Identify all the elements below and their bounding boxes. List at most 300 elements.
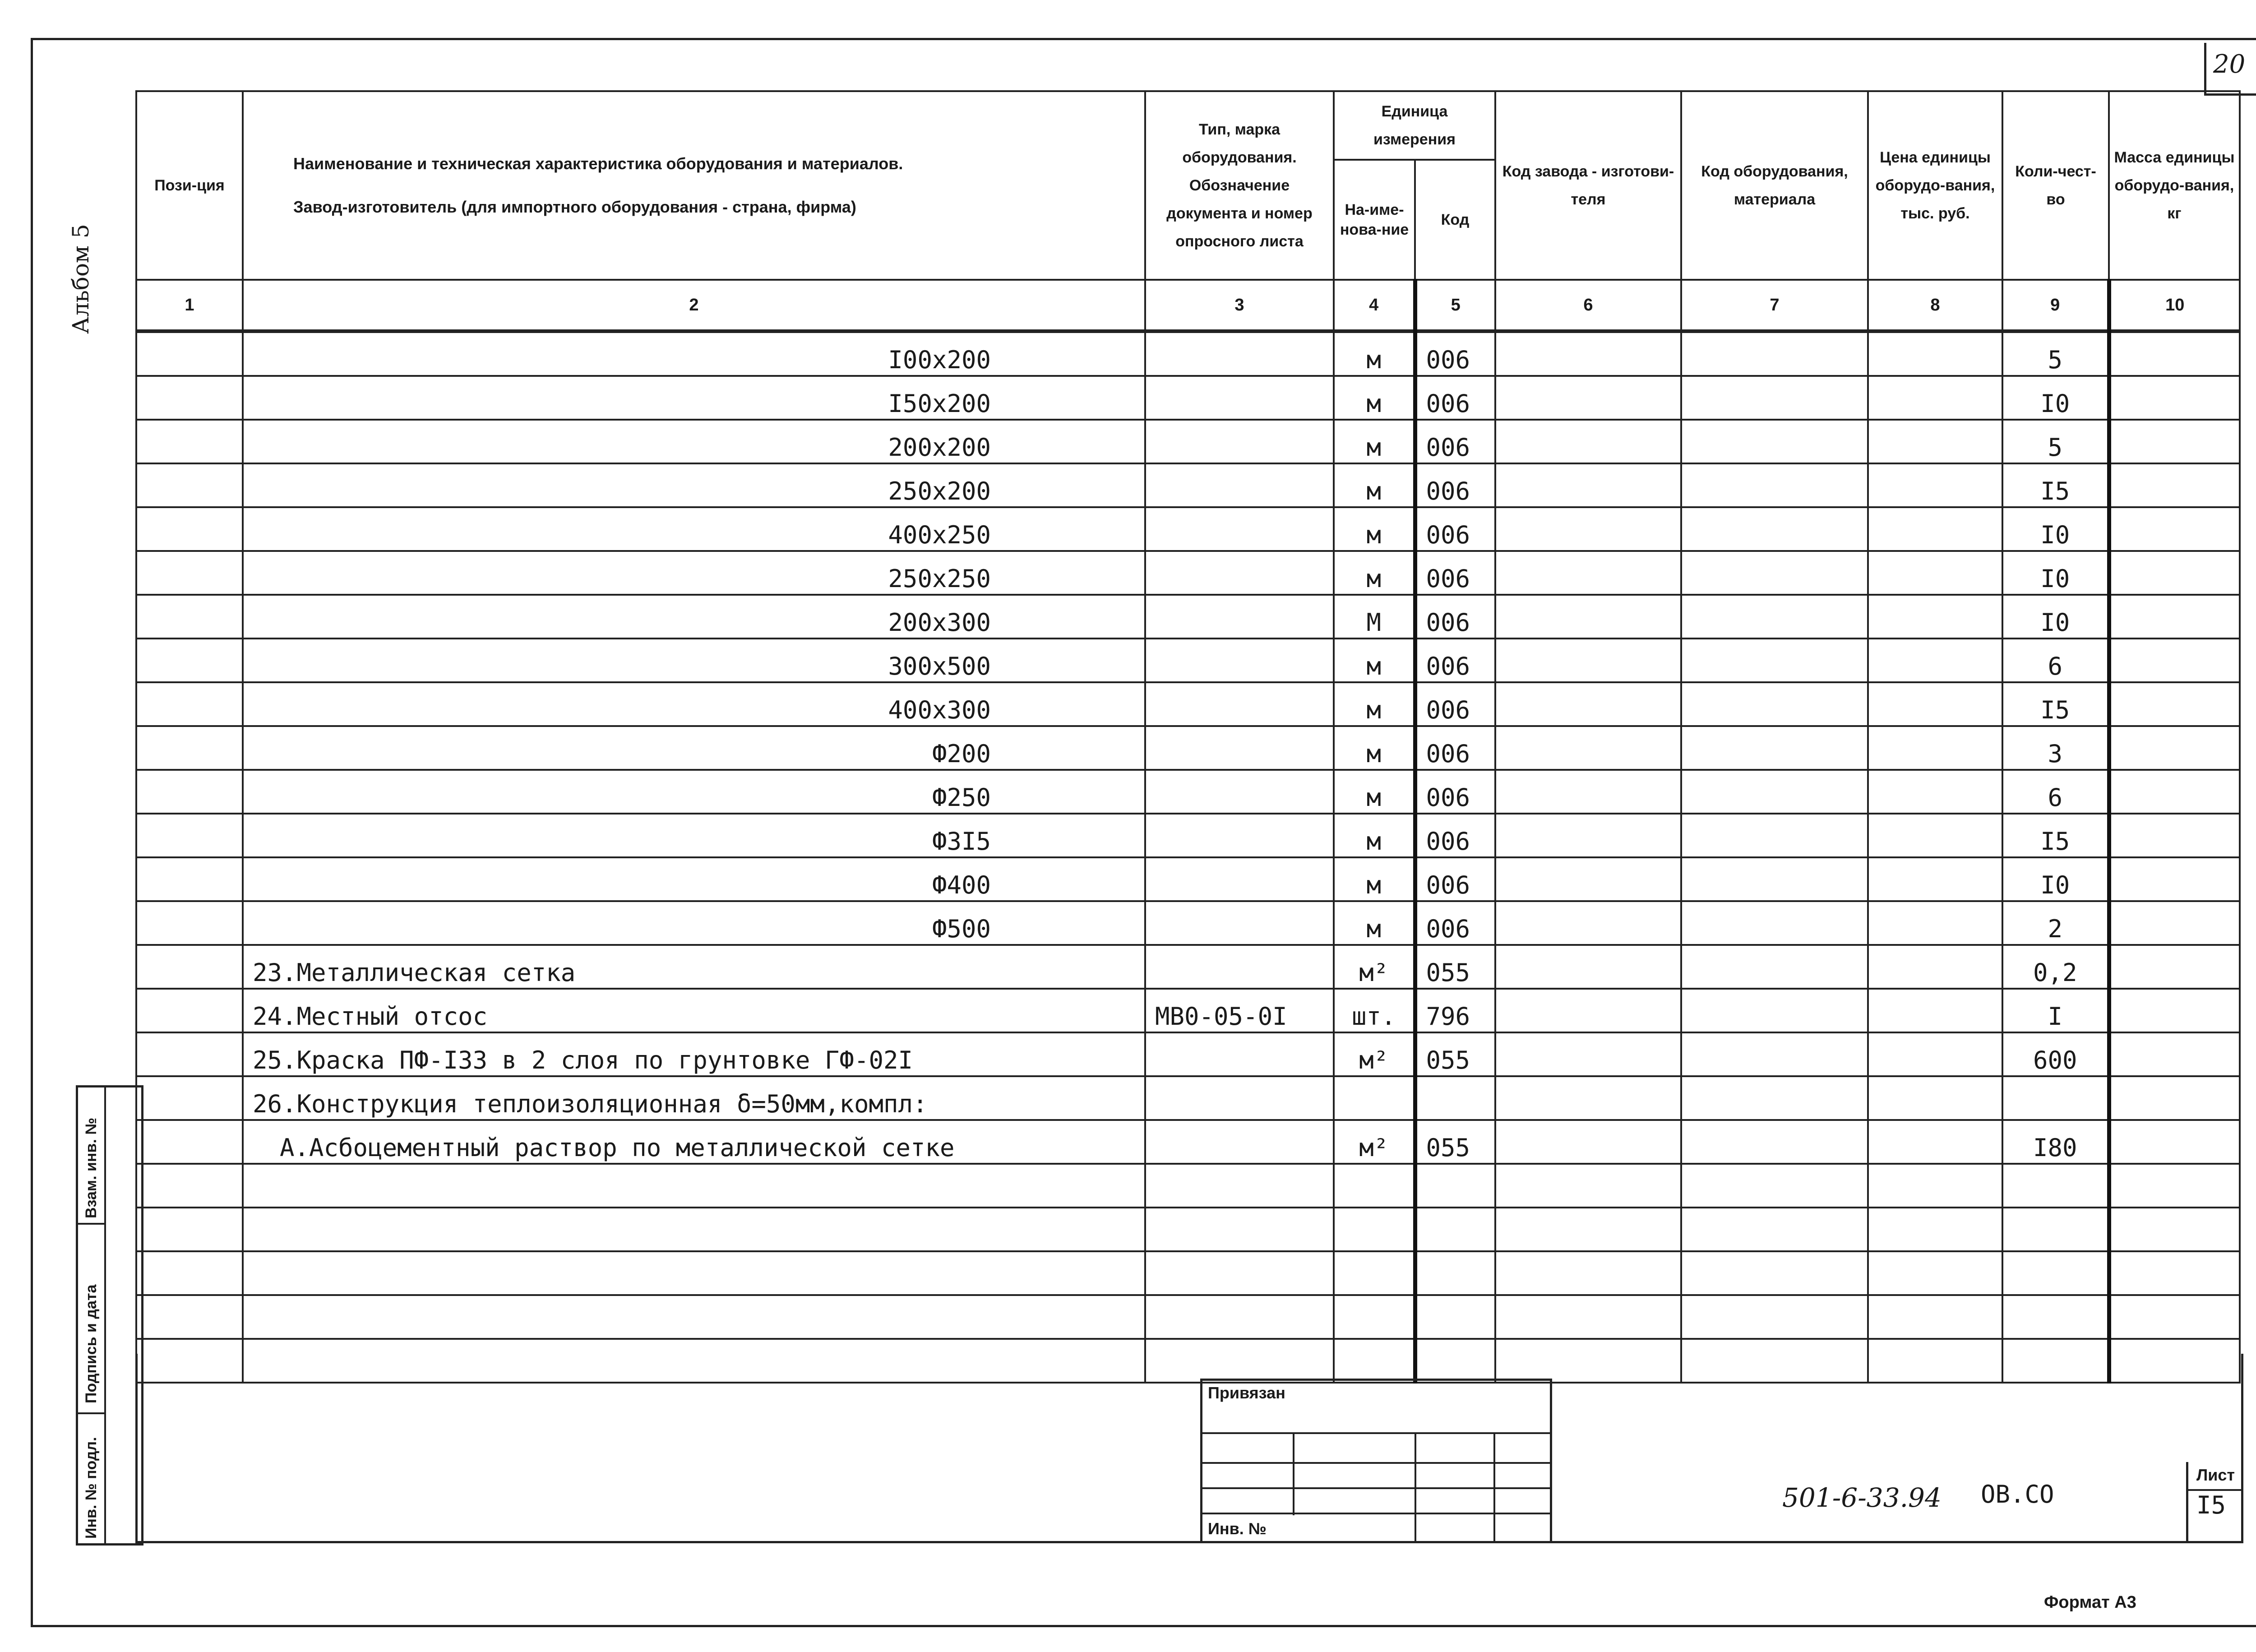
cell-equipment-code: [1681, 551, 1868, 595]
binding-stamp: [1200, 1379, 1552, 1543]
album-label: Альбом 5: [68, 224, 94, 334]
table-row: [136, 1208, 2240, 1251]
cell-quantity: 3: [2002, 726, 2109, 770]
sheet-number: 20: [2213, 50, 2246, 79]
cell-factory-code: [1495, 1032, 1681, 1076]
stamp-line: [1202, 1462, 1550, 1464]
cell-code: 796: [1415, 989, 1495, 1032]
cell-code: 006: [1415, 595, 1495, 639]
header-type: Тип, марка оборудования. Обозначение документа и номер опросного листа: [1145, 91, 1334, 280]
column-number: 10: [2109, 280, 2240, 331]
cell-mass: [2109, 726, 2240, 770]
cell-position: [136, 1032, 243, 1076]
cell-code: 006: [1415, 639, 1495, 682]
cell-price: [1868, 726, 2002, 770]
table-row: [136, 1251, 2240, 1295]
side-label-inv: Инв. № подл.: [83, 1437, 100, 1539]
header-factory-code: Код завода - изготови-теля: [1495, 91, 1681, 280]
cell-quantity: I80: [2002, 1120, 2109, 1164]
cell-mass: [2109, 595, 2240, 639]
cell-factory-code: [1495, 989, 1681, 1032]
cell-price: [1868, 1032, 2002, 1076]
stamp-inv-no: Инв. №: [1208, 1519, 1267, 1538]
cell-position: [136, 420, 243, 463]
side-cell-vzam: [78, 1087, 104, 1225]
cell-price: [1868, 770, 2002, 814]
cell-factory-code: [1495, 1251, 1681, 1295]
title-block: [135, 1354, 2243, 1543]
cell-equipment-code: [1681, 1032, 1868, 1076]
cell-type: [1145, 376, 1334, 420]
cell-quantity: 2: [2002, 901, 2109, 945]
cell-code: 006: [1415, 682, 1495, 726]
cell-code: [1415, 1251, 1495, 1295]
table-row: [136, 595, 2240, 639]
cell-quantity: I0: [2002, 507, 2109, 551]
cell-mass: [2109, 814, 2240, 857]
cell-price: [1868, 989, 2002, 1032]
header-unit-code: Код: [1415, 160, 1495, 280]
cell-mass: [2109, 1295, 2240, 1339]
cell-position: [136, 1295, 243, 1339]
cell-unit: м²: [1334, 945, 1415, 989]
header-quantity: Коли-чест-во: [2002, 91, 2109, 280]
cell-position: [136, 901, 243, 945]
cell-unit: [1334, 1251, 1415, 1295]
cell-name: I00x200: [243, 331, 1145, 376]
cell-price: [1868, 1120, 2002, 1164]
cell-position: [136, 376, 243, 420]
cell-position: [136, 770, 243, 814]
cell-equipment-code: [1681, 507, 1868, 551]
column-number: 7: [1681, 280, 1868, 331]
cell-mass: [2109, 420, 2240, 463]
header-price: Цена единицы оборудо-вания, тыс. руб.: [1868, 91, 2002, 280]
cell-type: [1145, 1120, 1334, 1164]
cell-quantity: 5: [2002, 331, 2109, 376]
cell-quantity: 5: [2002, 420, 2109, 463]
stamp-line: [1202, 1513, 1550, 1514]
cell-type: [1145, 420, 1334, 463]
side-strip-divider: [104, 1087, 106, 1543]
stamp-divider: [1415, 1434, 1416, 1541]
side-cell-podpis: [78, 1223, 104, 1414]
cell-price: [1868, 1251, 2002, 1295]
table-row: [136, 770, 2240, 814]
cell-unit: м: [1334, 331, 1415, 376]
cell-mass: [2109, 1208, 2240, 1251]
table-row: [136, 463, 2240, 507]
cell-code: 006: [1415, 463, 1495, 507]
table-row: [136, 901, 2240, 945]
cell-factory-code: [1495, 595, 1681, 639]
cell-unit: м: [1334, 814, 1415, 857]
stamp-line: [1202, 1432, 1550, 1434]
cell-position: [136, 1076, 243, 1120]
cell-type: [1145, 814, 1334, 857]
cell-unit: м: [1334, 901, 1415, 945]
header-equipment-code: Код оборудования, материала: [1681, 91, 1868, 280]
column-number: 1: [136, 280, 243, 331]
cell-name: 23.Металлическая сетка: [243, 945, 1145, 989]
cell-name: Ф400: [243, 857, 1145, 901]
cell-code: 055: [1415, 1120, 1495, 1164]
cell-code: 006: [1415, 551, 1495, 595]
column-number: 2: [243, 280, 1145, 331]
cell-type: [1145, 463, 1334, 507]
table-row: [136, 1120, 2240, 1164]
cell-mass: [2109, 1251, 2240, 1295]
cell-code: [1415, 1208, 1495, 1251]
cell-unit: м: [1334, 857, 1415, 901]
cell-code: 006: [1415, 814, 1495, 857]
cell-name: 300x500: [243, 639, 1145, 682]
cell-type: [1145, 682, 1334, 726]
cell-factory-code: [1495, 770, 1681, 814]
cell-unit: М: [1334, 595, 1415, 639]
cell-unit: м²: [1334, 1120, 1415, 1164]
list-label: Лист: [2196, 1466, 2235, 1484]
side-label-vzam: Взам. инв. №: [83, 1117, 100, 1218]
header-unit-group: Единица измерения: [1334, 91, 1495, 160]
cell-name: 250x200: [243, 463, 1145, 507]
cell-quantity: 600: [2002, 1032, 2109, 1076]
cell-type: [1145, 1295, 1334, 1339]
cell-position: [136, 551, 243, 595]
cell-factory-code: [1495, 376, 1681, 420]
cell-quantity: [2002, 1076, 2109, 1120]
cell-unit: м: [1334, 726, 1415, 770]
column-number: 6: [1495, 280, 1681, 331]
cell-position: [136, 857, 243, 901]
cell-unit: м: [1334, 420, 1415, 463]
cell-code: 006: [1415, 331, 1495, 376]
cell-name: Ф500: [243, 901, 1145, 945]
cell-position: [136, 1164, 243, 1208]
stamp-divider: [1493, 1434, 1495, 1541]
table-row: [136, 814, 2240, 857]
cell-type: [1145, 551, 1334, 595]
cell-quantity: 0,2: [2002, 945, 2109, 989]
cell-code: 006: [1415, 901, 1495, 945]
cell-factory-code: [1495, 814, 1681, 857]
document-number: 501-6-33.94: [1782, 1482, 1942, 1513]
cell-name: 200x300: [243, 595, 1145, 639]
specification-table: [135, 90, 2241, 1384]
cell-factory-code: [1495, 901, 1681, 945]
table-row: [136, 945, 2240, 989]
cell-mass: [2109, 639, 2240, 682]
cell-mass: [2109, 901, 2240, 945]
cell-price: [1868, 507, 2002, 551]
cell-name: [243, 1208, 1145, 1251]
cell-price: [1868, 551, 2002, 595]
cell-mass: [2109, 770, 2240, 814]
cell-type: [1145, 857, 1334, 901]
cell-name: [243, 1295, 1145, 1339]
cell-quantity: [2002, 1208, 2109, 1251]
cell-equipment-code: [1681, 901, 1868, 945]
cell-code: 055: [1415, 945, 1495, 989]
cell-equipment-code: [1681, 1076, 1868, 1120]
table-row: [136, 1164, 2240, 1208]
cell-type: [1145, 726, 1334, 770]
column-number: 8: [1868, 280, 2002, 331]
document-suffix: ОВ.СО: [1981, 1480, 2054, 1509]
table-row: [136, 376, 2240, 420]
stamp-divider: [1293, 1434, 1294, 1515]
table-row: [136, 1032, 2240, 1076]
list-box: [2186, 1462, 2241, 1541]
cell-quantity: I0: [2002, 551, 2109, 595]
cell-mass: [2109, 1032, 2240, 1076]
cell-position: [136, 595, 243, 639]
cell-mass: [2109, 989, 2240, 1032]
cell-quantity: [2002, 1295, 2109, 1339]
cell-quantity: 6: [2002, 770, 2109, 814]
cell-price: [1868, 595, 2002, 639]
cell-mass: [2109, 682, 2240, 726]
cell-unit: [1334, 1295, 1415, 1339]
cell-equipment-code: [1681, 463, 1868, 507]
cell-equipment-code: [1681, 770, 1868, 814]
cell-factory-code: [1495, 507, 1681, 551]
cell-mass: [2109, 331, 2240, 376]
table-row: [136, 331, 2240, 376]
cell-equipment-code: [1681, 376, 1868, 420]
cell-equipment-code: [1681, 989, 1868, 1032]
cell-code: 006: [1415, 770, 1495, 814]
cell-factory-code: [1495, 331, 1681, 376]
cell-equipment-code: [1681, 814, 1868, 857]
cell-name: I50x200: [243, 376, 1145, 420]
cell-type: МВ0-05-0I: [1145, 989, 1334, 1032]
cell-type: [1145, 1032, 1334, 1076]
column-number: 3: [1145, 280, 1334, 331]
cell-equipment-code: [1681, 420, 1868, 463]
cell-code: 055: [1415, 1032, 1495, 1076]
header-name-line2: Завод-изготовитель (для импортного оборудования - страна, фирма): [293, 198, 856, 216]
cell-unit: [1334, 1208, 1415, 1251]
cell-position: [136, 682, 243, 726]
cell-type: [1145, 1251, 1334, 1295]
cell-mass: [2109, 1120, 2240, 1164]
cell-code: 006: [1415, 376, 1495, 420]
column-number: 4: [1334, 280, 1415, 331]
cell-code: [1415, 1295, 1495, 1339]
cell-name: 250x250: [243, 551, 1145, 595]
cell-equipment-code: [1681, 1120, 1868, 1164]
cell-quantity: [2002, 1164, 2109, 1208]
cell-mass: [2109, 463, 2240, 507]
cell-name: 400x300: [243, 682, 1145, 726]
cell-price: [1868, 857, 2002, 901]
cell-quantity: [2002, 1251, 2109, 1295]
cell-name: [243, 1251, 1145, 1295]
cell-name: Ф3I5: [243, 814, 1145, 857]
table-row: [136, 857, 2240, 901]
cell-factory-code: [1495, 551, 1681, 595]
cell-price: [1868, 945, 2002, 989]
cell-code: 006: [1415, 507, 1495, 551]
cell-type: [1145, 1076, 1334, 1120]
cell-type: [1145, 901, 1334, 945]
header-mass: Масса единицы оборудо-вания, кг: [2109, 91, 2240, 280]
cell-price: [1868, 814, 2002, 857]
cell-type: [1145, 770, 1334, 814]
cell-name: 200x200: [243, 420, 1145, 463]
cell-factory-code: [1495, 1208, 1681, 1251]
cell-factory-code: [1495, 639, 1681, 682]
header-unit-name: На-име-нова-ние: [1334, 160, 1415, 280]
cell-quantity: I0: [2002, 376, 2109, 420]
cell-type: [1145, 507, 1334, 551]
cell-price: [1868, 1076, 2002, 1120]
table-row: [136, 507, 2240, 551]
table-row: [136, 639, 2240, 682]
cell-factory-code: [1495, 726, 1681, 770]
cell-mass: [2109, 945, 2240, 989]
cell-quantity: 6: [2002, 639, 2109, 682]
table-row: [136, 1295, 2240, 1339]
cell-factory-code: [1495, 463, 1681, 507]
cell-equipment-code: [1681, 726, 1868, 770]
cell-position: [136, 507, 243, 551]
cell-mass: [2109, 551, 2240, 595]
cell-quantity: I0: [2002, 857, 2109, 901]
cell-unit: [1334, 1164, 1415, 1208]
cell-type: [1145, 331, 1334, 376]
cell-factory-code: [1495, 1164, 1681, 1208]
cell-unit: м: [1334, 770, 1415, 814]
table-row: [136, 989, 2240, 1032]
cell-price: [1868, 1208, 2002, 1251]
cell-equipment-code: [1681, 857, 1868, 901]
column-number: 9: [2002, 280, 2109, 331]
stamp-privyazan: Привязан: [1208, 1384, 1285, 1402]
cell-unit: м: [1334, 463, 1415, 507]
column-number: 5: [1415, 280, 1495, 331]
cell-type: [1145, 595, 1334, 639]
cell-code: [1415, 1076, 1495, 1120]
cell-name: 26.Конструкция теплоизоляционная δ=50мм,компл:: [243, 1076, 1145, 1120]
side-label-podpis: Подпись и дата: [83, 1284, 100, 1403]
cell-code: [1415, 1164, 1495, 1208]
cell-factory-code: [1495, 857, 1681, 901]
cell-type: [1145, 1208, 1334, 1251]
cell-equipment-code: [1681, 1208, 1868, 1251]
format-label: Формат А3: [2044, 1593, 2136, 1612]
cell-code: 006: [1415, 726, 1495, 770]
cell-price: [1868, 901, 2002, 945]
cell-position: [136, 639, 243, 682]
cell-position: [136, 814, 243, 857]
cell-position: [136, 1251, 243, 1295]
cell-factory-code: [1495, 682, 1681, 726]
cell-equipment-code: [1681, 1164, 1868, 1208]
table-row: [136, 682, 2240, 726]
cell-mass: [2109, 857, 2240, 901]
cell-name: [243, 1164, 1145, 1208]
cell-price: [1868, 1164, 2002, 1208]
cell-name: Ф250: [243, 770, 1145, 814]
cell-equipment-code: [1681, 1295, 1868, 1339]
cell-name: Ф200: [243, 726, 1145, 770]
cell-position: [136, 1120, 243, 1164]
cell-quantity: I: [2002, 989, 2109, 1032]
cell-factory-code: [1495, 420, 1681, 463]
cell-position: [136, 945, 243, 989]
cell-quantity: I0: [2002, 595, 2109, 639]
cell-unit: м: [1334, 551, 1415, 595]
cell-equipment-code: [1681, 595, 1868, 639]
column-number-row: [136, 280, 2240, 331]
cell-unit: м²: [1334, 1032, 1415, 1076]
header-name-line1: Наименование и техническая характеристика оборудования и материалов.: [293, 154, 903, 173]
cell-price: [1868, 682, 2002, 726]
cell-price: [1868, 463, 2002, 507]
cell-unit: м: [1334, 507, 1415, 551]
table-row: [136, 1076, 2240, 1120]
cell-name: 400x250: [243, 507, 1145, 551]
cell-mass: [2109, 1164, 2240, 1208]
cell-equipment-code: [1681, 682, 1868, 726]
cell-position: [136, 463, 243, 507]
cell-factory-code: [1495, 1295, 1681, 1339]
header-name: [243, 91, 1145, 280]
cell-factory-code: [1495, 1120, 1681, 1164]
header-position: Пози-ция: [136, 91, 243, 280]
cell-mass: [2109, 1076, 2240, 1120]
side-stamp-strip: [76, 1085, 143, 1546]
cell-equipment-code: [1681, 1251, 1868, 1295]
cell-name: 25.Краска ПФ-I33 в 2 слоя по грунтовке ГФ-02I: [243, 1032, 1145, 1076]
cell-position: [136, 989, 243, 1032]
cell-price: [1868, 639, 2002, 682]
cell-equipment-code: [1681, 945, 1868, 989]
cell-unit: м: [1334, 639, 1415, 682]
cell-price: [1868, 376, 2002, 420]
table-body: [136, 331, 2240, 1383]
cell-type: [1145, 639, 1334, 682]
cell-mass: [2109, 507, 2240, 551]
table-row: [136, 551, 2240, 595]
cell-position: [136, 1208, 243, 1251]
cell-code: 006: [1415, 420, 1495, 463]
cell-unit: м: [1334, 376, 1415, 420]
cell-price: [1868, 420, 2002, 463]
cell-quantity: I5: [2002, 682, 2109, 726]
cell-quantity: I5: [2002, 463, 2109, 507]
cell-mass: [2109, 376, 2240, 420]
cell-factory-code: [1495, 945, 1681, 989]
header-row-1: [136, 91, 2240, 160]
side-cell-inv: [78, 1412, 104, 1541]
cell-position: [136, 331, 243, 376]
cell-equipment-code: [1681, 331, 1868, 376]
cell-name: 24.Местный отсос: [243, 989, 1145, 1032]
cell-name: А.Асбоцементный раствор по металлической сетке: [243, 1120, 1145, 1164]
cell-unit: шт.: [1334, 989, 1415, 1032]
cell-code: 006: [1415, 857, 1495, 901]
cell-unit: [1334, 1076, 1415, 1120]
cell-price: [1868, 331, 2002, 376]
table-row: [136, 726, 2240, 770]
cell-type: [1145, 945, 1334, 989]
cell-quantity: I5: [2002, 814, 2109, 857]
cell-equipment-code: [1681, 639, 1868, 682]
cell-price: [1868, 1295, 2002, 1339]
